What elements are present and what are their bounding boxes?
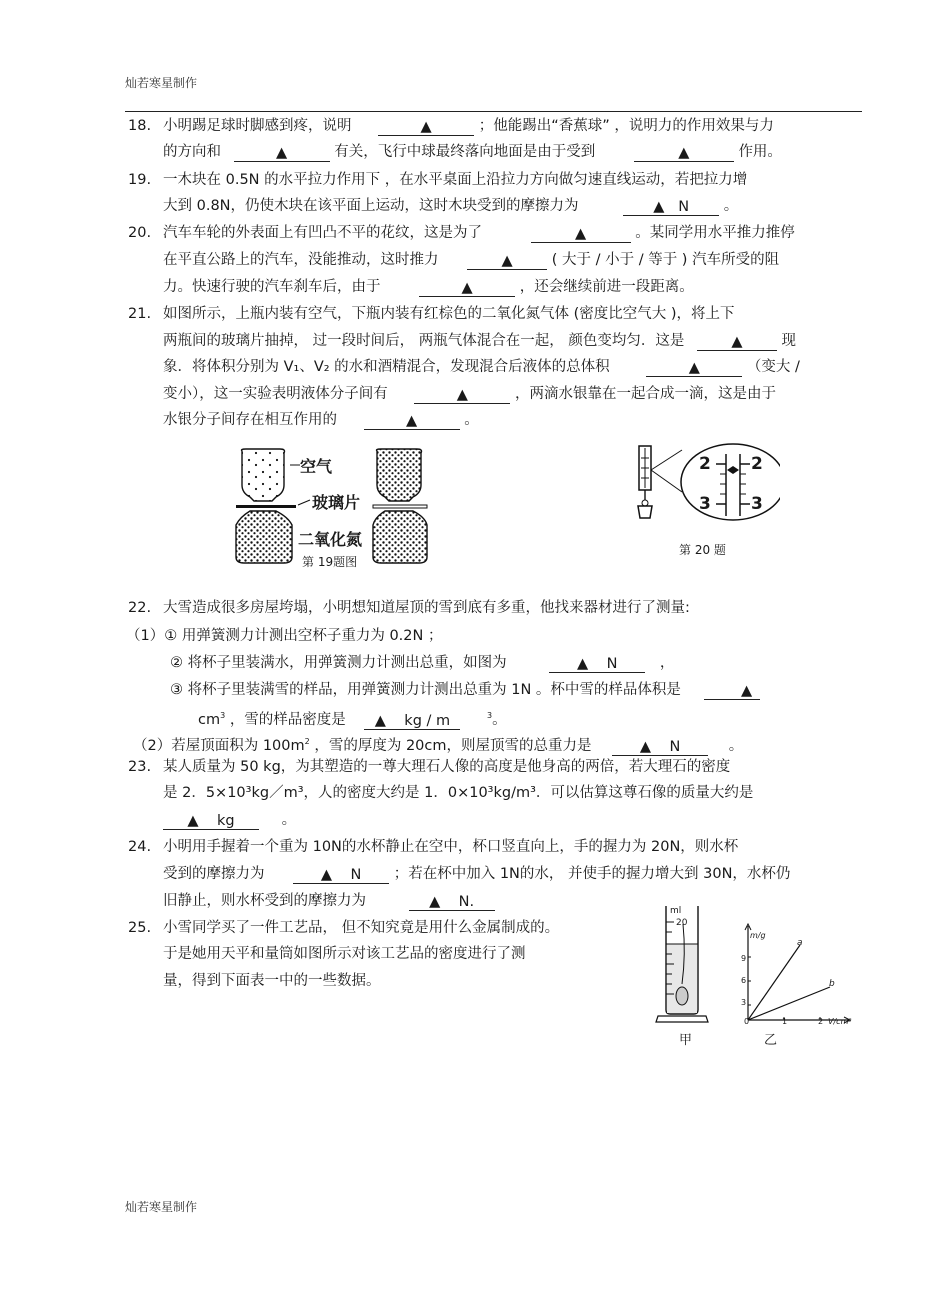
q24-number: 24.	[128, 839, 152, 855]
answer-blank[interactable]: ▲	[646, 358, 742, 377]
q21-text: 变小），这一实验表明液体分子间有	[163, 386, 388, 402]
q18-number: 18.	[128, 118, 152, 134]
answer-blank[interactable]: ▲ kg / m	[364, 711, 460, 730]
q24-text: 旧静止，则水杯受到的摩擦力为	[163, 893, 366, 909]
answer-blank[interactable]: ▲	[467, 251, 547, 270]
q19-line2	[163, 196, 738, 216]
q18-line2	[163, 142, 782, 162]
q24-line1: 小明用手握着一个重为 10N的水杯静止在空中，杯口竖直向上，手的握力为 20N，则水杯	[163, 839, 739, 855]
q21-line1: 如图所示，上瓶内装有空气，下瓶内装有红棕色的二氧化氮气体 (密度比空气大 )，将上下	[163, 306, 735, 322]
q21-number: 21.	[128, 306, 152, 322]
answer-blank[interactable]: ▲ N	[612, 737, 708, 756]
q20-text: ，还会继续前进一段距离。	[519, 279, 694, 295]
answer-blank[interactable]: ▲ N	[293, 865, 389, 884]
q22-part2	[133, 732, 743, 756]
q21-line2	[163, 331, 796, 351]
q23-number: 23.	[128, 759, 152, 775]
answer-blank[interactable]: ▲ N	[549, 654, 645, 673]
fig25-x-tick-2: 2	[818, 1017, 824, 1026]
q24-text: ；若在杯中加入 1N的水， 并使手的握力增大到 30N，水杯仍	[393, 866, 791, 882]
fig20-mark-top-left: 2	[699, 454, 711, 474]
answer-blank[interactable]: ▲	[378, 117, 474, 136]
q19-line1: 一木块在 0.5N 的水平拉力作用下 ，在水平桌面上沿拉力方向做匀速直线运动，若把拉力增	[163, 172, 748, 188]
q20-line3	[163, 277, 694, 297]
q22-text: 。	[492, 711, 507, 728]
q21-text: （变大 /	[746, 359, 800, 375]
q21-text: 现	[781, 333, 797, 349]
q22-step3	[170, 680, 760, 700]
q22-step2	[170, 653, 674, 673]
answer-blank[interactable]: ▲ kg	[163, 811, 259, 830]
answer-blank[interactable]: ▲	[414, 385, 510, 404]
answer-blank[interactable]: ▲	[634, 143, 734, 162]
q22-text: 2	[304, 737, 310, 746]
q22-text: ，	[659, 655, 675, 671]
q20-number: 20.	[128, 225, 152, 241]
header-maker-bottom: 灿若寒星制作	[125, 1200, 198, 1214]
q22-text: ，雪的厚度为 20cm，则屋顶雪的总重力是	[314, 737, 592, 754]
q21-line3	[163, 357, 800, 377]
q21-line4	[163, 384, 776, 404]
q22-number: 22.	[128, 600, 152, 616]
answer-blank[interactable]: ▲	[697, 332, 777, 351]
answer-blank[interactable]: ▲ N	[623, 197, 719, 216]
fig25-line-a-label: a	[797, 938, 803, 948]
fig25-x-label: V/cm³	[828, 1017, 852, 1026]
q22-text: 3	[487, 711, 493, 720]
fig20-caption: 第 20 题	[679, 543, 726, 557]
q22-text: cm	[198, 711, 221, 728]
q22-text: ② 将杯子里装满水，用弹簧测力计测出总重，如图为	[170, 655, 507, 671]
fig25-caption-a: 甲	[679, 1033, 693, 1048]
q21-text: 水银分子间存在相互作用的	[163, 412, 337, 428]
fig25-x-tick-1: 1	[782, 1017, 788, 1026]
q23-line3	[163, 810, 296, 830]
fig20-mark-bottom-right: 3	[751, 494, 763, 514]
q19-text: 大到 0.8N，仍使木块在该平面上运动，这时木块受到的摩擦力为	[163, 198, 579, 214]
q20-text: 汽车车轮的外表面上有凹凸不平的花纹，这是为了	[163, 225, 482, 241]
q20-text: 力。快速行驶的汽车刹车后，由于	[163, 279, 381, 295]
fig25-y-tick-9: 9	[741, 954, 747, 963]
q20-text: 。某同学用水平推力推停	[635, 225, 795, 241]
fig25-line-b-label: b	[829, 979, 835, 989]
fig20-mark-bottom-left: 3	[699, 494, 711, 514]
fig25-y-label: m/g	[750, 931, 766, 940]
answer-blank[interactable]: ▲	[364, 411, 460, 430]
q22-text: 。	[728, 737, 744, 754]
fig25-y-tick-6: 6	[741, 976, 747, 985]
q21-text: 。	[464, 412, 479, 428]
fig19-label-air: 空气	[300, 457, 333, 476]
q22-text: ，雪的样品密度是	[229, 711, 346, 728]
q23-line2: 是 2．5×10³kg／m³，人的密度大约是 1．0×10³kg/m³．可以估算这尊石像的质量大约是	[163, 785, 754, 801]
q22-line1: 大雪造成很多房屋垮塌，小明想知道屋顶的雪到底有多重，他找来器材进行了测量:	[163, 600, 690, 616]
fig19-caption: 第 19题图	[302, 555, 358, 569]
q22-step1: （1）① 用弹簧测力计测出空杯子重力为 0.2N ；	[126, 628, 443, 644]
answer-blank[interactable]: ▲	[531, 224, 631, 243]
q25-line2: 于是她用天平和量筒如图所示对该工艺品的密度进行了测	[163, 946, 526, 962]
fig19-label-glass: 玻璃片	[312, 493, 361, 512]
q21-text: 两瓶间的玻璃片抽掉， 过一段时间后， 两瓶气体混合在一起， 颜色变均匀．这是	[163, 333, 685, 349]
fig25-cylinder-unit: ml	[670, 906, 682, 916]
q22-step3-cont	[198, 706, 507, 730]
answer-blank[interactable]: ▲ N.	[409, 892, 495, 911]
q23-line1: 某人质量为 50 kg，为其塑造的一尊大理石人像的高度是他身高的两倍，若大理石的密度	[163, 759, 731, 775]
q24-line2	[163, 864, 790, 884]
q21-line5	[163, 410, 479, 430]
q18-line1	[163, 116, 774, 136]
q25-number: 25.	[128, 920, 152, 936]
q24-text: 受到的摩擦力为	[163, 866, 265, 882]
q25-line1: 小雪同学买了一件工艺品， 但不知究竟是用什么金属制成的。	[163, 920, 560, 936]
q22-text: ③ 将杯子里装满雪的样品，用弹簧测力计测出总重为 1N 。杯中雪的样品体积是	[170, 682, 681, 698]
q18-text: ；他能踢出“香蕉球” ，说明力的作用效果与力	[478, 118, 774, 134]
q25-line3: 量，得到下面表一中的一些数据。	[163, 973, 381, 989]
answer-blank[interactable]: ▲	[704, 681, 760, 700]
answer-blank[interactable]: ▲	[419, 278, 515, 297]
fig25-x-tick-0: 0	[744, 1017, 750, 1026]
fig25-cylinder-mark: 20	[676, 918, 688, 928]
q19-text: 。	[723, 198, 739, 214]
q20-text: 在平直公路上的汽车，没能推动，这时推力	[163, 252, 439, 268]
fig25-caption-b: 乙	[764, 1033, 778, 1048]
q20-line2	[163, 250, 779, 270]
q18-text: 的方向和	[163, 144, 221, 160]
fig19-label-no2: 二氧化氮	[298, 527, 362, 550]
q20-text: ( 大于 / 小于 / 等于 ) 汽车所受的阻	[551, 252, 780, 268]
q18-text: 作用。	[738, 144, 782, 160]
q21-text: ，两滴水银靠在一起合成一滴，这是由于	[514, 386, 776, 402]
q22-text: （2）若屋顶面积为 100m	[133, 737, 305, 754]
q19-number: 19.	[128, 172, 152, 188]
q18-text: 小明踢足球时脚感到疼，说明	[163, 118, 352, 134]
answer-blank[interactable]: ▲	[234, 143, 330, 162]
q24-line3	[163, 891, 495, 911]
q22-text: 3	[220, 711, 226, 720]
q18-text: 有关，飞行中球最终落向地面是由于受到	[334, 144, 596, 160]
q23-text: 。	[281, 812, 297, 828]
q21-text: 象．将体积分别为 V₁、V₂ 的水和酒精混合，发现混合后液体的总体积	[163, 359, 610, 375]
fig25-y-tick-3: 3	[741, 998, 747, 1007]
figure-25-mv-graph	[738, 910, 858, 1030]
header-rule	[125, 111, 862, 112]
q20-line1	[163, 223, 795, 243]
header-maker-top: 灿若寒星制作	[125, 76, 198, 90]
fig20-mark-top-right: 2	[751, 454, 763, 474]
